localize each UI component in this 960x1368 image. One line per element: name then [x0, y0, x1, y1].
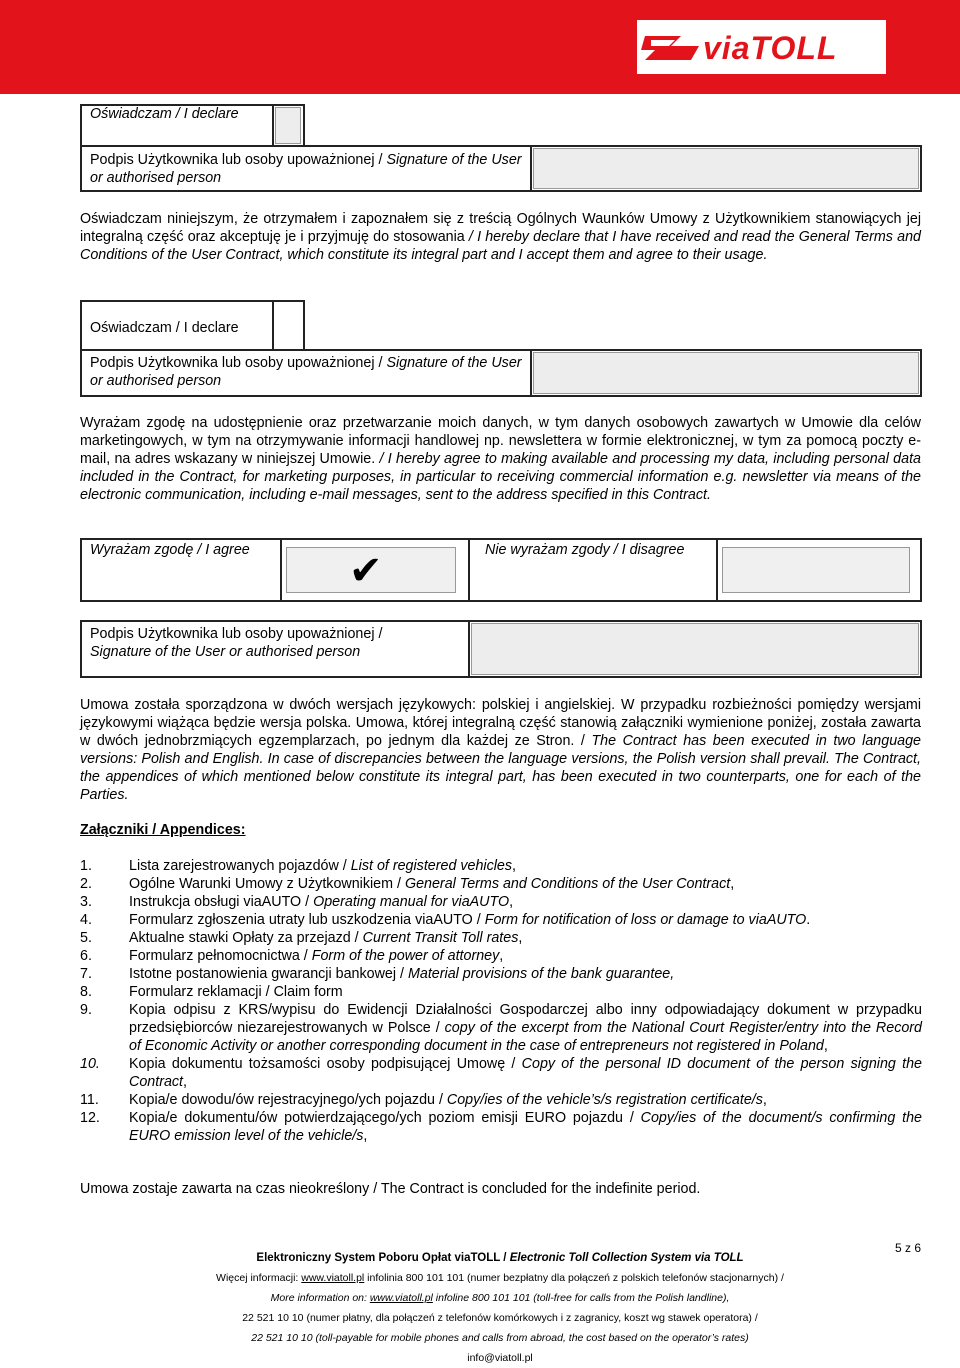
appendices-list: [80, 857, 922, 1145]
signature-label-pl: Podpis Użytkownika lub osoby upoważnionej /: [90, 152, 387, 168]
footer-line-4: 22 521 10 10 (toll-payable for mobile phones and calls from abroad, the cost based on the operator’s rates): [251, 1332, 749, 1344]
list-item-en: General Terms and Conditions of the User Contract: [404, 876, 731, 892]
paragraph-pl: Wyrażam zgodę na udostępnienie oraz przetwarzanie moich danych, w tym danych osobowych zawartych w Umowie dla celów marketingowych, w tym na otrzymywanie informacji handlowej np. newslettera w formie elektronicznej, w tym za pomocą poczty e-mail, na adres wskazany w niniejszej Umowie.: [80, 415, 921, 467]
list-item-pl: Kopia dokumentu tożsamości osoby podpisującej Umowę /: [129, 1056, 522, 1072]
list-item-en: copy of the excerpt from the National Court Register/entry into the Record of Economic Activity or another corresponding document in the case of entrepreneurs not registered in Poland: [129, 1020, 923, 1054]
list-item-tail: ,: [509, 894, 514, 910]
list-item: [80, 1109, 922, 1145]
viatoll-logo-icon: [641, 26, 882, 68]
list-item-tail: .: [806, 912, 811, 928]
list-item-en: Operating manual for viaAUTO: [313, 894, 510, 910]
list-item: [80, 911, 922, 929]
list-item-number: 12.: [80, 1110, 100, 1126]
declare-label: Oświadczam / I declare: [90, 320, 239, 336]
svg-text:viaTOLL: viaTOLL: [703, 30, 838, 66]
list-item: [80, 857, 922, 875]
list-item-pl: Ogólne Warunki Umowy z Użytkownikiem /: [129, 876, 405, 892]
list-item-number: 3.: [80, 894, 92, 910]
list-item-tail: ,: [518, 930, 523, 946]
signature-label-en: Signature of the User or authorised person: [90, 152, 522, 186]
list-item: [80, 893, 922, 911]
footer-text: Więcej informacji:: [216, 1272, 302, 1284]
list-item-tail: ,: [823, 1038, 828, 1054]
signature-label: [90, 354, 526, 390]
list-item: [80, 929, 922, 947]
paragraph-pl: Oświadczam niniejszym, że otrzymałem i zapoznałem się z treścią Ogólnych Waunków Umowy z Użytkownikiem stanowiących jej integralną część oraz akceptuję je i przyjmuję do stosowania: [80, 211, 921, 245]
disagree-checkbox[interactable]: [722, 547, 910, 593]
signature-label-en: Signature of the User or authorised person: [90, 355, 522, 389]
language-versions-paragraph: [80, 696, 921, 804]
list-item: [80, 875, 922, 893]
footer-title-en: Electronic Toll Collection System via TOLL: [509, 1252, 744, 1264]
list-item-number: 7.: [80, 966, 92, 982]
agree-checkbox[interactable]: [286, 547, 456, 593]
checkmark-icon: ✔: [349, 548, 383, 594]
declaration-paragraph: [80, 210, 921, 264]
signature-field[interactable]: [533, 352, 919, 394]
list-item-number: 2.: [80, 876, 92, 892]
footer-email[interactable]: info@viatoll.pl: [467, 1352, 533, 1364]
list-item-tail: ,: [730, 876, 735, 892]
list-item-tail: ,: [512, 858, 517, 874]
list-item: [80, 1091, 922, 1109]
agree-label: Wyrażam zgodę / I agree: [90, 542, 250, 558]
signature-field[interactable]: [533, 148, 919, 189]
list-item-pl: Kopia/e dokumentu/ów potwierdzającego/ych poziom emisji EURO pojazdu /: [129, 1110, 641, 1126]
list-item-number: 9.: [80, 1002, 92, 1018]
list-item-number: 1.: [80, 858, 92, 874]
appendices-heading: Załączniki / Appendices:: [80, 822, 246, 838]
footer-line-2: [0, 1292, 960, 1305]
signature-label: [90, 625, 460, 661]
viatoll-logo: [637, 20, 886, 74]
list-item-en: Material provisions of the bank guarantee,: [407, 966, 675, 982]
list-item-pl: Instrukcja obsługi viaAUTO /: [129, 894, 314, 910]
list-item-en: List of registered vehicles: [350, 858, 513, 874]
footer-title: [0, 1252, 960, 1265]
list-item-en: Copy/ies of the document/s confirming the EURO emission level of the vehicle/s: [129, 1110, 922, 1144]
paragraph-pl: Umowa została sporządzona w dwóch wersjach językowych: polskiej i angielskiej. W przypadku rozbieżności pomiędzy wersjami językowymi wiążąca będzie wersja polska. Umowa, której integralną część stanowią załączniki wymienione poniżej, została zawarta w dwóch jednobrzmiących egzemplarzach, po jednym dla każdej ze Stron. /: [80, 697, 921, 749]
paragraph-en: / I hereby agree to making available and processing my data, including personal data included in the Contract, for marketing purposes, in particular to receiving commercial information e.g. newsletter via means of the electronic communication, including e-mail messages, sent to the address specified in this Contract.: [80, 451, 921, 503]
closing-statement: Umowa zostaje zawarta na czas nieokreślony / The Contract is concluded for the indefinite period.: [80, 1181, 701, 1197]
list-item-pl: Lista zarejestrowanych pojazdów /: [129, 858, 351, 874]
list-item-number: 11.: [80, 1092, 99, 1108]
list-item-number: 6.: [80, 948, 92, 964]
list-item-pl: Formularz pełnomocnictwa /: [129, 948, 312, 964]
list-item: [80, 1055, 922, 1091]
signature-label: [90, 151, 526, 187]
footer-line-1: [0, 1272, 960, 1285]
list-item-en: Form for notification of loss or damage to viaAUTO: [484, 912, 807, 928]
page-number: 5 z 6: [895, 1241, 922, 1255]
list-item-pl: Aktualne stawki Opłaty za przejazd /: [129, 930, 363, 946]
list-item-tail: ,: [499, 948, 504, 964]
list-item-pl: Formularz reklamacji / Claim form: [129, 984, 343, 1000]
footer-text: More information on:: [270, 1292, 370, 1304]
list-item-tail: ,: [762, 1092, 767, 1108]
list-item: [80, 983, 922, 1001]
list-item-number: 10.: [80, 1056, 100, 1072]
list-item: [80, 1001, 922, 1055]
marketing-consent-paragraph: [80, 414, 921, 504]
signature-label-en: Signature of the User or authorised person: [90, 644, 361, 660]
header-band: [0, 0, 960, 94]
paragraph-en: / I hereby declare that I have received and read the General Terms and Conditions of the User Contract, which constitute its integral part and I accept them and agree to their usage.: [80, 229, 921, 263]
signature-field[interactable]: [471, 623, 919, 675]
website-link[interactable]: www.viatoll.pl: [369, 1292, 433, 1304]
list-item-en: Current Transit Toll rates: [362, 930, 519, 946]
list-item-number: 4.: [80, 912, 92, 928]
list-item: [80, 947, 922, 965]
list-item-en: Form of the power of attorney: [311, 948, 500, 964]
list-item-number: 8.: [80, 984, 92, 1000]
list-item-tail: ,: [183, 1074, 188, 1090]
list-item: [80, 965, 922, 983]
list-item-pl: Formularz zgłoszenia utraty lub uszkodzenia viaAUTO /: [129, 912, 485, 928]
list-item-number: 5.: [80, 930, 92, 946]
list-item-pl: Kopia/e dowodu/ów rejestracyjnego/ych pojazdu /: [129, 1092, 447, 1108]
disagree-label: Nie wyrażam zgody / I disagree: [485, 542, 685, 558]
footer-text: infolinia 800 101 101 (numer bezpłatny dla połączeń z polskich telefonów stacjonarnych) /: [364, 1272, 784, 1284]
footer-title-pl: Elektroniczny System Poboru Opłat viaTOLL /: [256, 1252, 510, 1264]
paragraph-en: The Contract has been executed in two language versions: Polish and English. In case of discrepancies between the language versions, the Polish version shall prevail. The Contract, the appendices of which mentioned below constitute its integral part, has been executed in two counterparts, one for each of the Parties.: [80, 733, 921, 803]
signature-label-pl: Podpis Użytkownika lub osoby upoważnionej /: [90, 355, 387, 371]
signature-label-pl: Podpis Użytkownika lub osoby upoważnionej /: [90, 626, 383, 642]
declare-checkbox[interactable]: [275, 107, 301, 144]
list-item-en: Copy/ies of the vehicle’s/s registration certificate/s: [446, 1092, 763, 1108]
declare-label: Oświadczam / I declare: [90, 106, 239, 122]
website-link[interactable]: www.viatoll.pl: [301, 1272, 365, 1284]
list-item-tail: ,: [363, 1128, 368, 1144]
list-item-en: Copy of the personal ID document of the person signing the Contract: [129, 1056, 923, 1090]
list-item-pl: Kopia odpisu z KRS/wypisu do Ewidencji Działalności Gospodarczej albo inny odpowiadający dokument w przypadku przedsiębiorców niezarejestrowanych w Polsce /: [129, 1002, 922, 1036]
footer-text: infoline 800 101 101 (toll-free for calls from the Polish landline),: [432, 1292, 730, 1304]
footer-line-3: 22 521 10 10 (numer płatny, dla połączeń z telefonów komórkowych i z zagranicy, koszt wg stawek operatora) /: [242, 1312, 758, 1324]
list-item-pl: Istotne postanowienia gwarancji bankowej /: [129, 966, 408, 982]
